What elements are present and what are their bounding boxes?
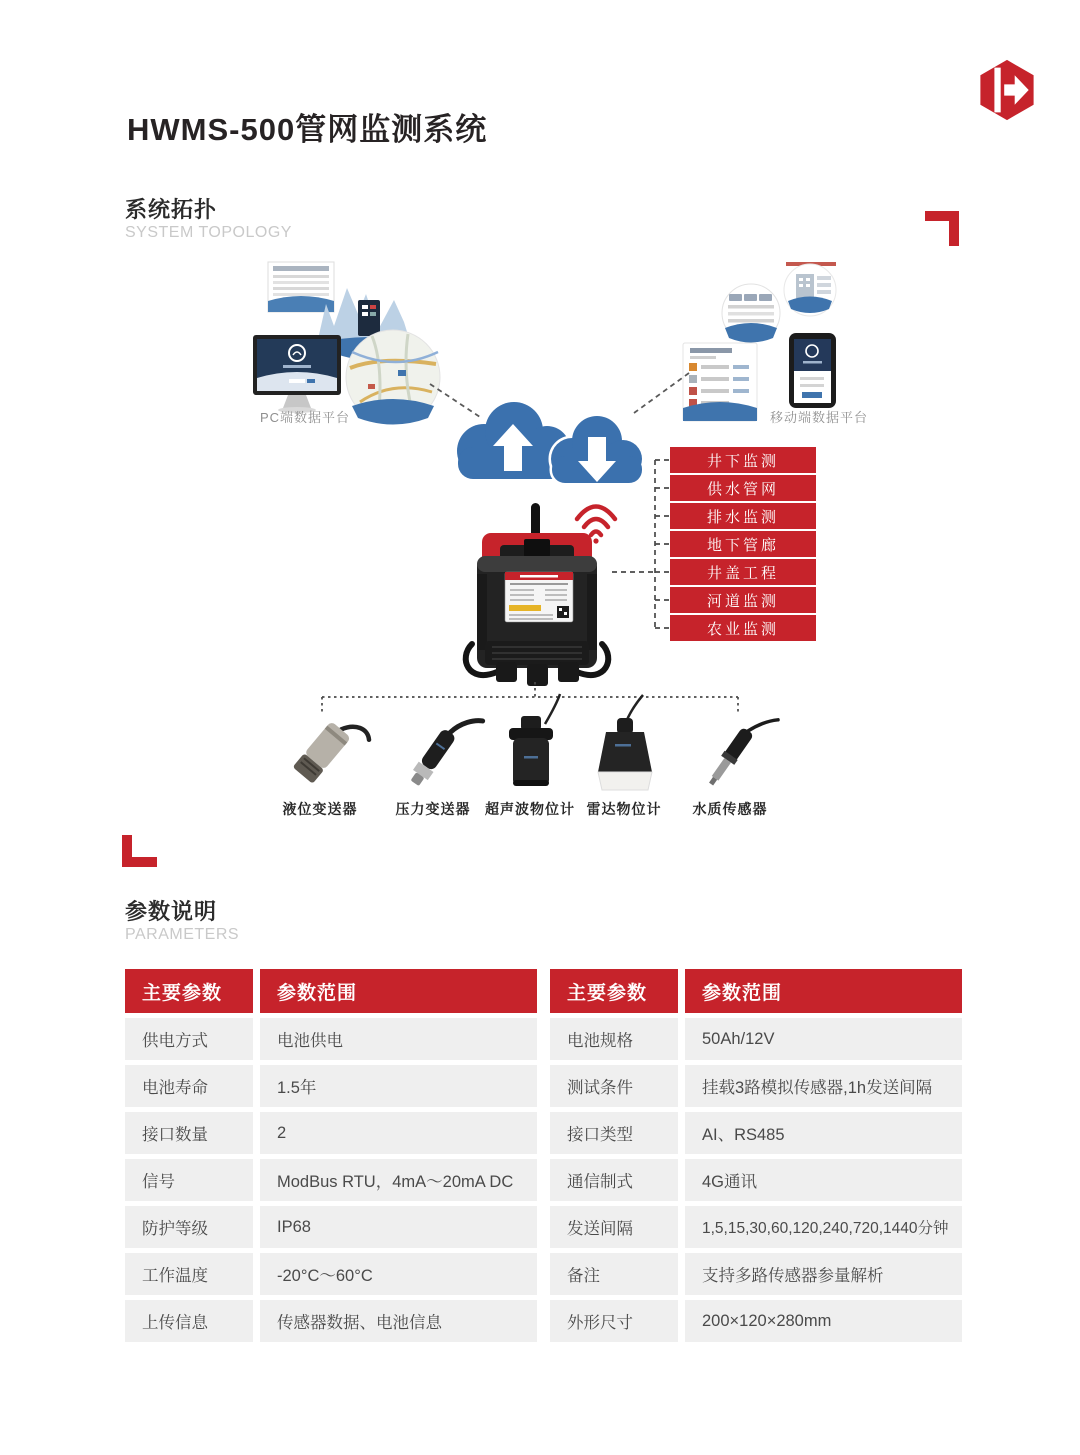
parameters-section-heading: 参数说明 — [125, 899, 218, 924]
pc-monitor-thumbnail — [253, 335, 341, 413]
corner-mark-bottom-left — [122, 835, 157, 867]
param-value: -20°C～60°C — [260, 1253, 537, 1295]
sensor-label: 压力变送器 — [395, 801, 471, 817]
table-row — [125, 1018, 537, 1060]
column-header: 主要参数 — [125, 969, 253, 1013]
table-row — [550, 1018, 962, 1060]
param-value: 传感器数据、电池信息 — [260, 1300, 537, 1342]
sensor-label: 雷达物位计 — [586, 801, 662, 817]
param-value: 50Ah/12V — [685, 1018, 962, 1060]
param-name: 通信制式 — [550, 1159, 678, 1201]
param-name: 供电方式 — [125, 1018, 253, 1060]
pc-platform-label: PC端数据平台 — [260, 410, 351, 425]
pc-data-table-thumbnail — [268, 262, 334, 312]
application-tag: 排水监测 — [670, 503, 816, 529]
param-name: 工作温度 — [125, 1253, 253, 1295]
sensor-label: 水质传感器 — [692, 801, 768, 817]
param-value: 挂载3路模拟传感器,1h发送间隔 — [685, 1065, 962, 1107]
parameter-table-right — [550, 969, 962, 1342]
sensor-connector-lines — [322, 682, 738, 713]
table-row — [550, 1065, 962, 1107]
page-title: HWMS-500管网监测系统 — [127, 112, 488, 147]
application-tag: 地下管廊 — [670, 531, 816, 557]
table-row — [550, 1253, 962, 1295]
table-row — [125, 1206, 537, 1248]
device-illustration — [466, 533, 609, 686]
pc-map-thumbnail — [346, 330, 440, 425]
mobile-platform-label: 移动端数据平台 — [770, 410, 869, 425]
table-header-row — [550, 969, 962, 1013]
param-value: IP68 — [260, 1206, 537, 1248]
ultrasonic-level-meter-illustration — [509, 694, 560, 786]
param-name: 外形尺寸 — [550, 1300, 678, 1342]
application-tag: 井下监测 — [670, 447, 816, 473]
table-row — [550, 1300, 962, 1342]
param-value: ModBus RTU，4mA～20mA DC — [260, 1159, 537, 1201]
cloud-download-icon — [551, 416, 642, 483]
param-name: 防护等级 — [125, 1206, 253, 1248]
table-header-row — [125, 969, 537, 1013]
param-value: 2 — [260, 1112, 537, 1154]
application-tag: 农业监测 — [670, 615, 816, 641]
parameter-table-left — [125, 969, 537, 1342]
hexagon-arrow-logo — [972, 55, 1042, 125]
param-name: 备注 — [550, 1253, 678, 1295]
param-value: 1,5,15,30,60,120,240,720,1440分钟 — [685, 1206, 962, 1248]
param-value: 4G通讯 — [685, 1159, 962, 1201]
table-row — [550, 1112, 962, 1154]
application-tag: 供水管网 — [670, 475, 816, 501]
column-header: 参数范围 — [260, 969, 537, 1013]
column-header: 参数范围 — [685, 969, 962, 1013]
application-tag: 井盖工程 — [670, 559, 816, 585]
application-tag: 河道监测 — [670, 587, 816, 613]
topology-section-subheading: SYSTEM TOPOLOGY — [125, 224, 292, 241]
table-row — [125, 1065, 537, 1107]
mobile-phone-thumbnail — [789, 333, 836, 408]
param-value: 1.5年 — [260, 1065, 537, 1107]
corner-mark-top-right — [925, 211, 959, 246]
column-header: 主要参数 — [550, 969, 678, 1013]
radar-level-meter-illustration — [598, 695, 652, 790]
parameters-section-subheading: PARAMETERS — [125, 926, 240, 943]
mobile-report-thumbnail — [784, 262, 836, 316]
topology-section-heading: 系统拓扑 — [125, 197, 218, 222]
param-name: 电池寿命 — [125, 1065, 253, 1107]
param-value: 支持多路传感器参量解析 — [685, 1253, 962, 1295]
level-transmitter-illustration — [293, 710, 372, 793]
table-row — [550, 1206, 962, 1248]
table-row — [125, 1253, 537, 1295]
water-quality-sensor-illustration — [705, 705, 778, 794]
param-name: 上传信息 — [125, 1300, 253, 1342]
param-name: 接口类型 — [550, 1112, 678, 1154]
param-value: 电池供电 — [260, 1018, 537, 1060]
param-name: 发送间隔 — [550, 1206, 678, 1248]
param-name: 接口数量 — [125, 1112, 253, 1154]
mobile-realtime-thumbnail — [683, 343, 757, 421]
table-row — [125, 1159, 537, 1201]
param-name: 电池规格 — [550, 1018, 678, 1060]
table-row — [125, 1112, 537, 1154]
pressure-transmitter-illustration — [407, 704, 482, 794]
sensor-label: 液位变送器 — [282, 801, 358, 817]
sensor-label: 超声波物位计 — [485, 801, 575, 817]
param-value: AI、RS485 — [685, 1112, 962, 1154]
table-row — [550, 1159, 962, 1201]
param-name: 信号 — [125, 1159, 253, 1201]
table-row — [125, 1300, 537, 1342]
param-name: 测试条件 — [550, 1065, 678, 1107]
mobile-query-thumbnail — [722, 284, 780, 343]
param-value: 200×120×280mm — [685, 1300, 962, 1342]
